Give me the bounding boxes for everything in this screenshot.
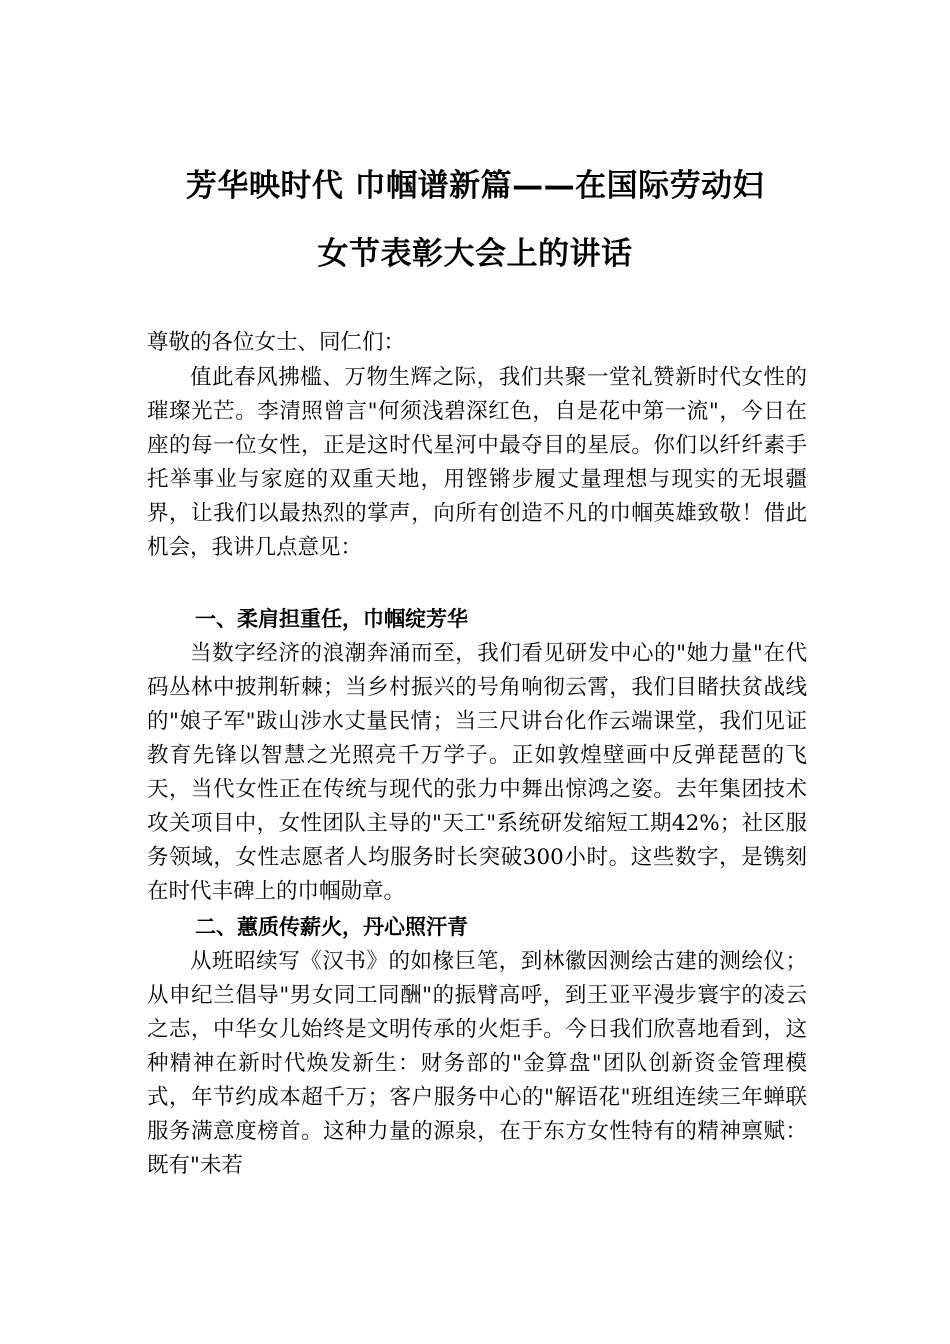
- document-title-line-1: 芳华映时代 巾帼谱新篇——在国际劳动妇: [185, 168, 765, 204]
- salutation: 尊敬的各位女士、同仁们：: [147, 330, 406, 355]
- section-2-heading: 二、蕙质传薪火，丹心照汗青: [195, 915, 468, 939]
- document-body: [147, 325, 807, 1183]
- section-1-heading: 一、柔肩担重任，巾帼绽芳华: [195, 607, 468, 631]
- paragraph-gap: [147, 565, 807, 601]
- section-1-paragraph: 当数字经济的浪潮奔涌而至，我们看见研发中心的"她力量"在代码丛林中披荆斩棘；当乡村振兴的号角响彻云霄，我们目睹扶贫战线的"娘子军"跋山涉水丈量民情；当三尺讲台化作云端课堂，我们见证教育先锋以智慧之光照亮千万学子。正如敦煌壁画中反弹琵琶的飞天，当代女性正在传统与现代的张力中舞出惊鸿之姿。去年集团技术攻关项目中，女性团队主导的"天工"系统研发缩短工期42%；社区服务领域，女性志愿者人均服务时长突破300小时。这些数字，是镌刻在时代丰碑上的巾帼勋章。: [147, 641, 807, 904]
- intro-paragraph: 值此春风拂槛、万物生辉之际，我们共聚一堂礼赞新时代女性的璀璨光芒。李清照曾言"何须浅碧深红色，自是花中第一流"，今日在座的每一位女性，正是这时代星河中最夺目的星辰。你们以纤纤素手托举事业与家庭的双重天地，用铿锵步履丈量理想与现实的无垠疆界，让我们以最热烈的掌声，向所有创造不凡的巾帼英雄致敬！借此机会，我讲几点意见：: [147, 365, 807, 560]
- section-2-paragraph: 从班昭续写《汉书》的如椽巨笔，到林徽因测绘古建的测绘仪；从申纪兰倡导"男女同工同酬"的振臂高呼，到王亚平漫步寰宇的凌云之志，中华女儿始终是文明传承的火炬手。今日我们欣喜地看到，这种精神在新时代焕发新生：财务部的"金算盘"团队创新资金管理模式，年节约成本超千万；客户服务中心的"解语花"班组连续三年蝉联服务满意度榜首。这种力量的源泉，在于东方女性特有的精神禀赋：既有"未若: [147, 949, 807, 1178]
- document-title-line-2: 女节表彰大会上的讲话: [317, 236, 633, 272]
